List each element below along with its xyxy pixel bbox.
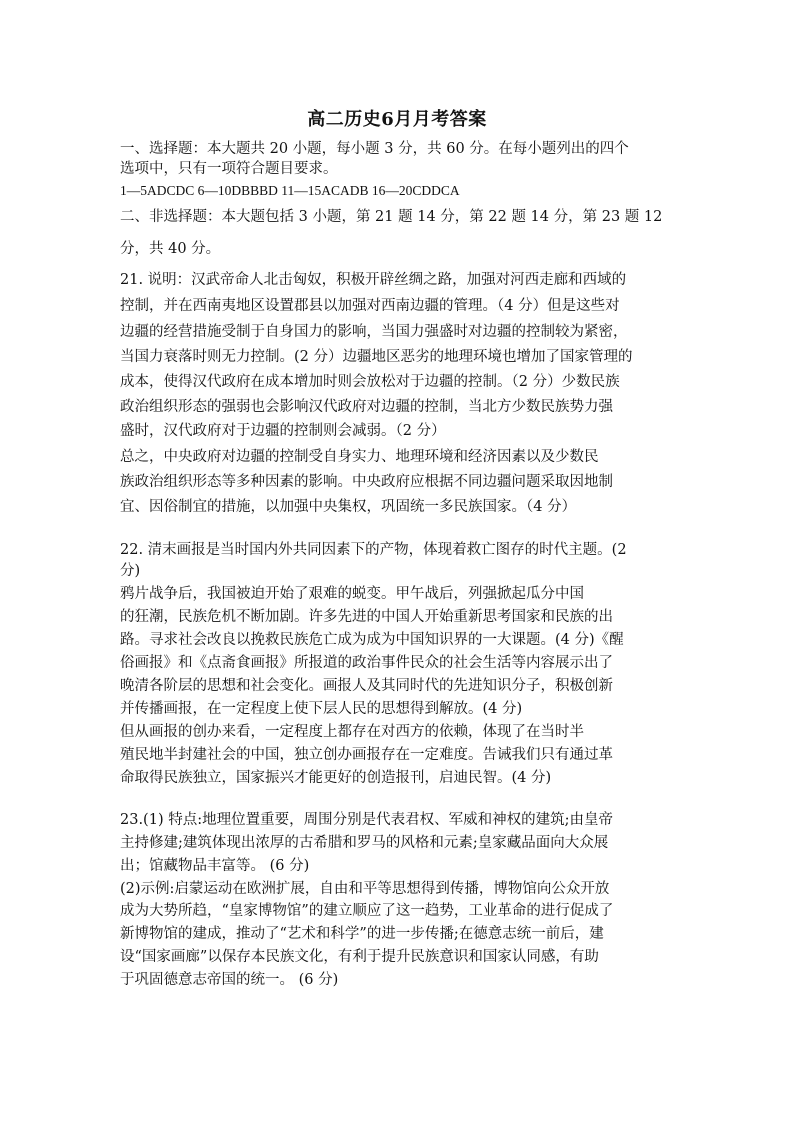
q23-line: (2)示例:启蒙运动在欧洲扩展，自由和平等思想得到传播，博物馆向公众开放: [120, 881, 610, 897]
choice-answers: 1—5ADCDC 6—10DBBBD 11—15ACADB 16—20CDDCA: [120, 183, 460, 198]
q21-line: 边疆的经营措施受制于自身国力的影响，当国力强盛时对边疆的控制较为紧密，: [120, 324, 628, 340]
q23-line: 23.(1) 特点:地理位置重要，周围分别是代表君权、军威和神权的建筑;由皇帝: [120, 812, 613, 828]
q23-line: 出；馆藏物品丰富等。 (6 分): [120, 858, 310, 874]
section1-header-line2: 选项中，只有一项符合题目要求。: [120, 161, 338, 177]
q22-line: 分): [120, 563, 141, 579]
page-title: 高二历史6月月考答案: [307, 109, 487, 130]
q22-line: 命取得民族独立，国家振兴才能更好的创造报刊，启迪民智。(4 分): [120, 770, 552, 786]
q21-line: 盛时，汉代政府对于边疆的控制则会减弱。（2 分）: [120, 423, 446, 439]
q23-line: 于巩固德意志帝国的统一。 (6 分): [120, 972, 339, 988]
q23-line: 新博物馆的建成，推动了“艺术和科学”的进一步传播;在德意志统一前后，建: [120, 926, 604, 942]
q21-line: 政治组织形态的强弱也会影响汉代政府对边疆的控制，当北方少数民族势力强: [120, 399, 613, 415]
section1-header-line1: 一、选择题：本大题共 20 小题，每小题 3 分，共 60 分。在每小题列出的四个: [120, 141, 629, 157]
section2-header-line1: 二、非选择题：本大题包括 3 小题，第 21 题 14 分，第 22 题 14 分，第 23 题 12: [120, 209, 663, 225]
q22-line: 鸦片战争后，我国被迫开始了艰难的蜕变。甲午战后，列强掀起瓜分中国: [120, 586, 584, 602]
q23-line: 设“国家画廊”以保存本民族文化，有利于提升民族意识和国家认同感，有助: [120, 949, 599, 965]
q21-line: 宜、因俗制宜的措施，以加强中央集权，巩固统一多民族国家。（4 分）: [120, 499, 577, 515]
q22-line: 并传播画报，在一定程度上使下层人民的思想得到解放。(4 分): [120, 701, 523, 717]
q23-line: 成为大势所趋，“皇家博物馆”的建立顺应了这一趋势，工业革命的进行促成了: [120, 903, 614, 919]
q21-line: 21. 说明：汉武帝命人北击匈奴，积极开辟丝绸之路，加强对河西走廊和西域的: [120, 272, 627, 288]
q22-line: 路。寻求社会改良以挽救民族危亡成为成为中国知识界的一大课题。(4 分)《醒: [120, 632, 624, 648]
q21-line: 总之，中央政府对边疆的控制受自身实力、地理环境和经济因素以及少数民: [120, 449, 599, 465]
q22-line: 的狂潮，民族危机不断加剧。许多先进的中国人开始重新思考国家和民族的出: [120, 609, 613, 625]
q21-line: 当国力衰落时则无力控制。(2 分）边疆地区恶劣的地理环境也增加了国家管理的: [120, 349, 633, 365]
q22-line: 22. 清末画报是当时国内外共同因素下的产物，体现着救亡图存的时代主题。(2: [120, 542, 627, 558]
q21-line: 成本，使得汉代政府在成本增加时则会放松对于边疆的控制。（2 分）少数民族: [120, 374, 620, 390]
q21-line: 族政治组织形态等多种因素的影响。中央政府应根据不同边疆问题采取因地制: [120, 474, 613, 490]
q21-line: 控制，并在西南夷地区设置郡县以加强对西南边疆的管理。（4 分）但是这些对: [120, 298, 620, 314]
q22-line: 殖民地半封建社会的中国，独立创办画报存在一定难度。告诫我们只有通过革: [120, 747, 613, 763]
q22-line: 俗画报》和《点斋食画报》所报道的政治事件民众的社会生活等内容展示出了: [120, 655, 613, 671]
q22-line: 晚清各阶层的思想和社会变化。画报人及其同时代的先进知识分子，积极创新: [120, 678, 613, 694]
q23-line: 主持修建;建筑体现出浓厚的古希腊和罗马的风格和元素;皇家藏品面向大众展: [120, 835, 609, 851]
section2-header-line2: 分，共 40 分。: [120, 241, 221, 257]
q22-line: 但从画报的创办来看，一定程度上都存在对西方的依赖，体现了在当时半: [120, 724, 584, 740]
